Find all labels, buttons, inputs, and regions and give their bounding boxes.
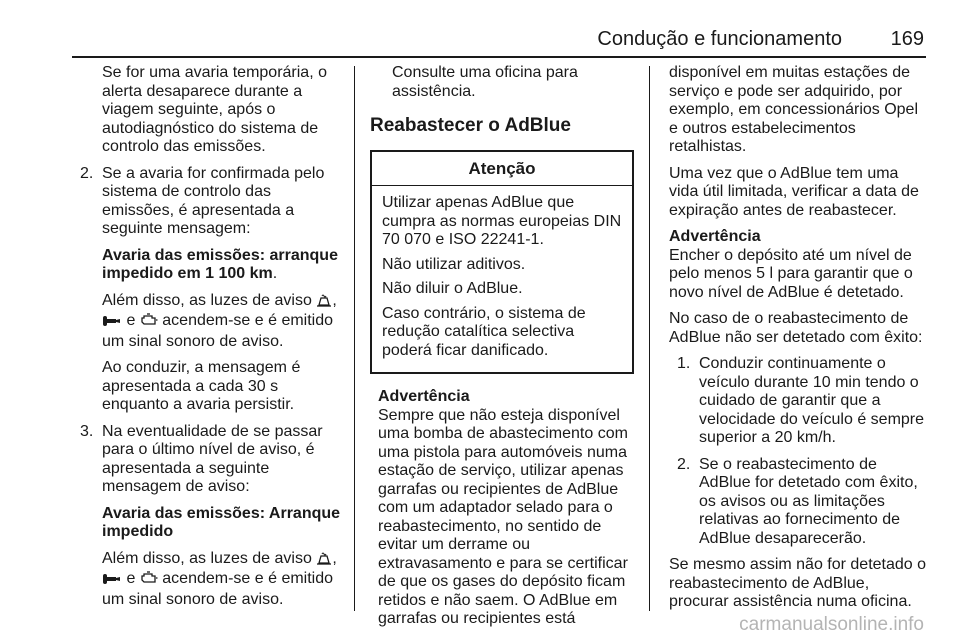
list-number: 1. xyxy=(677,355,691,372)
section-heading: Reabastecer o AdBlue xyxy=(370,115,571,136)
emission-warning-icon xyxy=(316,293,332,313)
list-number: 2. xyxy=(80,164,94,182)
display-message: Avaria das emissões: Arranque impedido xyxy=(102,504,341,540)
column-1 xyxy=(80,64,342,617)
continued-paragraph: Consulte uma oficina para assistência. xyxy=(392,64,578,100)
note-heading: Advertência xyxy=(378,388,470,405)
display-message: Avaria das emissões: arranque impedido em 1 100 km xyxy=(102,246,338,282)
list-text: Se o reabastecimento de AdBlue for detetado com êxito, os avisos ou as limitações relativas ao fornecimento de AdBlue desaparecerão. xyxy=(699,455,918,547)
repeat-note: Ao conduzir, a mensagem é apresentada a cada 30 s enquanto a avaria persistir. xyxy=(102,359,301,413)
column-2 xyxy=(370,64,633,629)
continued-paragraph: Se for uma avaria temporária, o alerta desaparece durante a viagem seguinte, após o autodiagnóstico do sistema de controlo das emissões. xyxy=(102,64,327,155)
caution-text: Não utilizar aditivos. xyxy=(382,255,526,273)
column-divider xyxy=(354,66,355,611)
shelf-life-paragraph: Uma vez que o AdBlue tem uma vida útil limitada, verificar a data de expiração antes de reabastecer. xyxy=(669,164,919,219)
glow-plug-icon xyxy=(102,572,122,591)
list-item xyxy=(677,456,931,549)
list-text: Conduzir continuamente o veículo durante 10 min tendo o cuidado de garantir que a velocidade do veículo é sempre superior a 20 km/h. xyxy=(699,355,925,446)
page-title: Condução e funcionamento xyxy=(597,28,842,50)
glow-plug-icon xyxy=(102,314,122,333)
caution-text: Utilizar apenas AdBlue que cumpra as normas europeias DIN 70 070 e ISO 22241-1. xyxy=(382,194,622,248)
note-text: Encher o depósito até um nível de pelo menos 5 l para garantir que o novo nível de AdBlue é detetado. xyxy=(669,246,913,301)
caution-title: Atenção xyxy=(372,152,632,187)
list-number: 3. xyxy=(80,422,94,440)
list-item xyxy=(80,423,342,610)
caution-text: Não diluir o AdBlue. xyxy=(382,280,523,297)
continued-paragraph: disponível em muitas estações de serviço e pode ser adquirido, por exemplo, em concessionários Opel e outros estabelecimentos retalhistas. xyxy=(669,64,919,155)
page-header xyxy=(72,20,926,58)
note-block xyxy=(370,388,633,629)
list-text: Na eventualidade de se passar para o último nível de aviso, é apresentada a seguinte mensagem de aviso: xyxy=(102,422,323,495)
warning-lights-paragraph: Além disso, as luzes de aviso , e acendem-se e é emitido um sinal sonoro de aviso. xyxy=(102,549,337,608)
message-paragraph: Avaria das emissões: arranque impedido em 1 100 km. xyxy=(102,246,338,282)
note-text: Sempre que não esteja disponível uma bomba de abastecimento com uma pistola para automóveis numa estação de serviço, utilizar apenas garrafas ou recipientes de AdBlue com um adaptador selado para o reabastecimento, no sentido de evitar um derrame ou extravasamento e para se certificar de que os gases do depósito ficam retidos e não saem. O AdBlue em garrafas ou recipientes está xyxy=(378,406,628,627)
steps-list xyxy=(669,355,931,548)
caution-text: Caso contrário, o sistema de redução catalítica selectiva poderá ficar danificado. xyxy=(382,304,586,359)
paragraph: Se mesmo assim não for detetado o reabastecimento de AdBlue, procurar assistência numa oficina. xyxy=(669,556,927,610)
column-divider xyxy=(649,66,650,611)
column-3 xyxy=(669,64,931,620)
watermark: carmanualsonline.info xyxy=(739,614,924,635)
list-item xyxy=(677,355,931,448)
engine-check-icon xyxy=(140,313,158,333)
warning-lights-paragraph: Além disso, as luzes de aviso , e acendem-se e é emitido um sinal sonoro de aviso. xyxy=(102,291,337,350)
note-heading: Advertência xyxy=(669,228,761,245)
paragraph: No caso de o reabastecimento de AdBlue não ser detetado com êxito: xyxy=(669,310,923,346)
emission-warning-icon xyxy=(316,551,332,571)
page-number: 169 xyxy=(890,28,924,50)
list-text: Se a avaria for confirmada pelo sistema de controlo das emissões, é apresentada a seguinte mensagem: xyxy=(102,164,325,237)
note-block xyxy=(669,228,931,302)
caution-box xyxy=(370,150,634,375)
list-item xyxy=(80,165,342,415)
engine-check-icon xyxy=(140,571,158,591)
list-number: 2. xyxy=(677,455,691,473)
